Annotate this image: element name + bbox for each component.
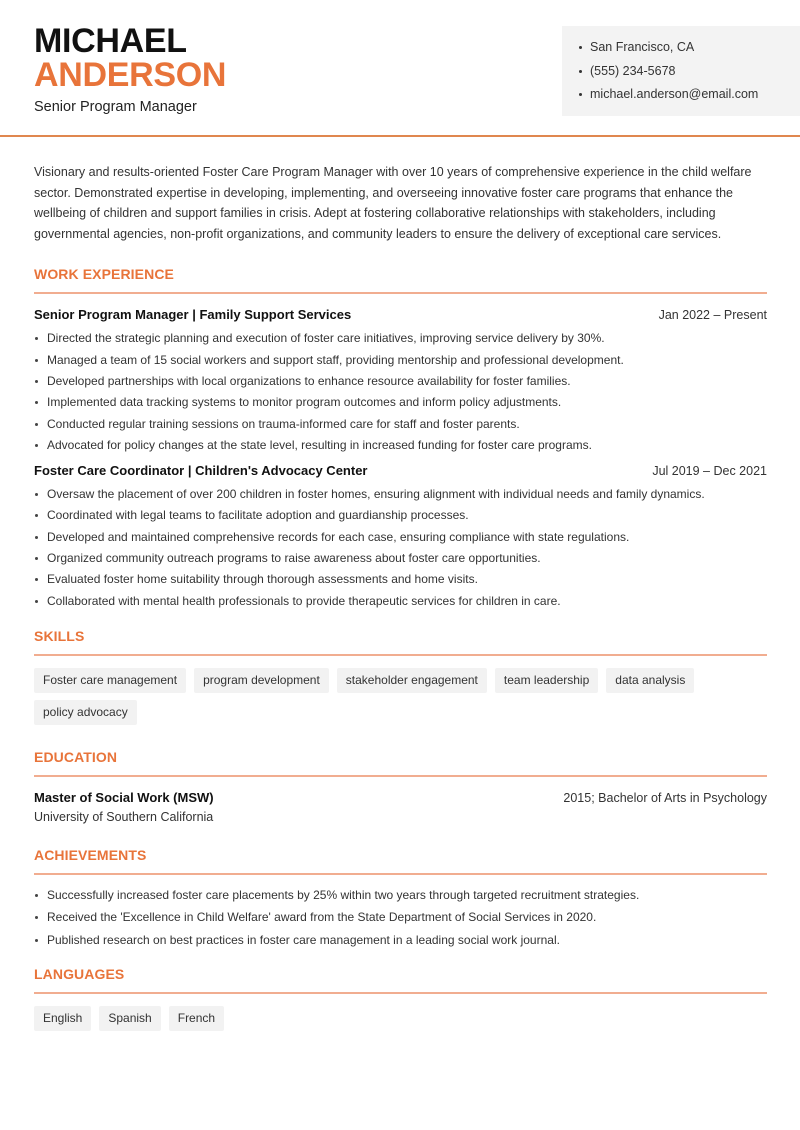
section-languages	[34, 966, 767, 1031]
section-divider	[34, 654, 767, 656]
resume-body	[34, 162, 767, 1031]
section-achievements	[34, 847, 767, 955]
contact-phone: (555) 234-5678	[579, 63, 800, 87]
job-bullet: Developed partnerships with local organizations to enhance resource availability for foster families.	[34, 373, 767, 394]
section-divider	[34, 873, 767, 875]
job-dates: Jul 2019 – Dec 2021	[652, 464, 767, 479]
language-tag: French	[169, 1006, 224, 1031]
job-bullet: Collaborated with mental health professionals to provide therapeutic services for children in care.	[34, 593, 767, 614]
degree: Master of Social Work (MSW)	[34, 789, 214, 805]
job-bullet: Oversaw the placement of over 200 children in foster homes, ensuring alignment with individual needs and family dynamics.	[34, 486, 767, 507]
job-bullet: Coordinated with legal teams to facilitate adoption and guardianship processes.	[34, 507, 767, 528]
job-entry	[34, 463, 767, 614]
job-entry	[34, 307, 767, 458]
skill-tag: team leadership	[495, 668, 598, 693]
job-bullet: Evaluated foster home suitability through thorough assessments and home visits.	[34, 571, 767, 592]
section-divider	[34, 775, 767, 777]
contact-location: San Francisco, CA	[579, 39, 800, 63]
section-title: ACHIEVEMENTS	[34, 846, 147, 863]
job-bullet: Advocated for policy changes at the state level, resulting in increased funding for foster care programs.	[34, 437, 767, 458]
section-divider	[34, 292, 767, 294]
job-bullet: Implemented data tracking systems to monitor program outcomes and inform policy adjustments.	[34, 394, 767, 415]
job-title: Senior Program Manager	[34, 99, 197, 115]
achievement-bullet: Published research on best practices in foster care management in a leading social work journal.	[34, 932, 767, 955]
skill-tag: data analysis	[606, 668, 694, 693]
school-name: University of Southern California	[34, 809, 214, 824]
section-title: LANGUAGES	[34, 966, 125, 983]
job-bullet: Directed the strategic planning and execution of foster care initiatives, improving service delivery by 30%.	[34, 330, 767, 351]
section-skills	[34, 628, 767, 725]
graduation-note: 2015; Bachelor of Arts in Psychology	[563, 790, 767, 805]
achievement-bullet: Received the 'Excellence in Child Welfare' award from the State Department of Social Services in 2020.	[34, 909, 767, 932]
skill-tag: program development	[194, 668, 329, 693]
skill-tag: stakeholder engagement	[337, 668, 487, 693]
job-heading: Foster Care Coordinator | Children's Advocacy Center	[34, 463, 368, 479]
resume-header	[0, 0, 800, 137]
job-bullet: Conducted regular training sessions on trauma-informed care for staff and foster parents.	[34, 416, 767, 437]
summary-text: Visionary and results-oriented Foster Care Program Manager with over 10 years of comprehensive experience in the child welfare sector. Demonstrated expertise in developing, implementing, and overseeing innovative foster care programs that enhance the wellbeing of children and support families in crisis. Adept at fostering collaborative relationships with stakeholders, including governmental agencies, non-profit organizations, and community leaders to ensure the delivery of exceptional care services.	[34, 165, 752, 241]
contact-box	[562, 26, 800, 116]
header-divider	[0, 135, 800, 137]
skill-tag: policy advocacy	[34, 700, 137, 725]
language-tag: English	[34, 1006, 91, 1031]
first-name: MICHAEL	[34, 22, 187, 60]
section-education	[34, 749, 767, 824]
job-heading: Senior Program Manager | Family Support Services	[34, 307, 352, 323]
candidate-name	[34, 24, 226, 92]
skill-tag: Foster care management	[34, 668, 186, 693]
last-name: ANDERSON	[34, 56, 227, 94]
job-dates: Jan 2022 – Present	[658, 308, 767, 323]
achievement-bullet: Successfully increased foster care placements by 25% within two years through targeted recruitment strategies.	[34, 887, 767, 910]
section-work-experience	[34, 266, 767, 614]
job-bullet: Managed a team of 15 social workers and support staff, providing mentorship and professional development.	[34, 352, 767, 373]
section-title: EDUCATION	[34, 748, 118, 765]
language-tag: Spanish	[99, 1006, 160, 1031]
section-title: WORK EXPERIENCE	[34, 266, 174, 283]
job-bullet: Developed and maintained comprehensive records for each case, ensuring compliance with state regulations.	[34, 529, 767, 550]
job-bullet: Organized community outreach programs to raise awareness about foster care opportunities.	[34, 550, 767, 571]
section-title: SKILLS	[34, 627, 85, 644]
section-divider	[34, 992, 767, 994]
contact-email[interactable]: michael.anderson@email.com	[579, 86, 800, 110]
